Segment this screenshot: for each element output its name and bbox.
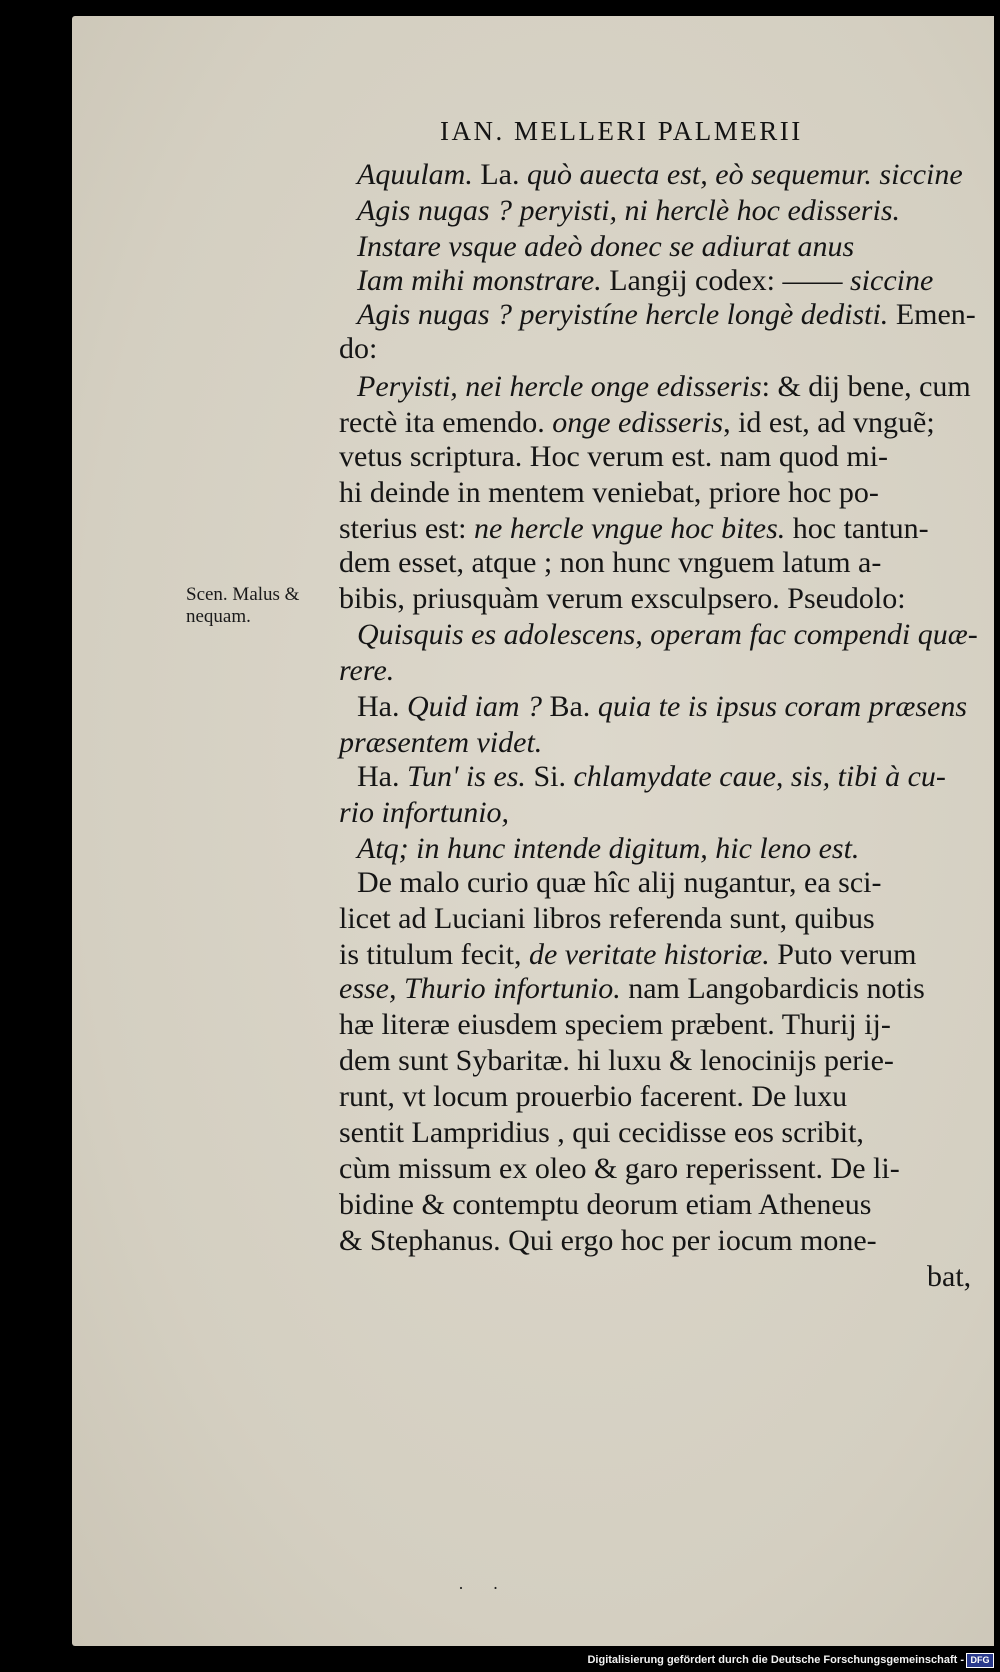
text-segment: Iam mihi monstrare.	[357, 264, 610, 297]
text-segment: hæ literæ eiusdem speciem præbent. Thurij ij-	[339, 1008, 891, 1041]
text-line	[339, 940, 916, 970]
text-line	[339, 656, 394, 686]
text-segment: cùm missum ex oleo & garo reperissent. De li-	[339, 1152, 900, 1185]
text-line	[357, 834, 859, 864]
text-segment: Quid iam ?	[406, 690, 550, 723]
text-line	[339, 904, 875, 934]
text-line	[339, 1046, 894, 1076]
text-segment: & Stephanus. Qui ergo hoc per iocum mone-	[339, 1224, 877, 1257]
text-segment: bibis, priusquàm verum exsculpsero. Pseudolo:	[339, 582, 906, 615]
margin-note-line-1: Scen. Malus &	[186, 584, 300, 605]
text-line	[339, 728, 542, 758]
text-line	[927, 1262, 971, 1292]
text-line	[339, 1010, 891, 1040]
text-line	[339, 974, 925, 1004]
text-segment: onge edisseris	[552, 406, 724, 439]
text-segment: hi deinde in mentem veniebat, priore hoc po-	[339, 476, 879, 509]
text-segment: licet ad Luciani libros referenda sunt, quibus	[339, 902, 875, 935]
text-line	[339, 1226, 877, 1256]
text-segment: ne hercle vngue hoc bites.	[474, 512, 786, 545]
margin-note-line-2: nequam.	[186, 606, 251, 627]
text-line	[339, 1190, 871, 1220]
text-segment: rere.	[339, 654, 395, 687]
text-line	[339, 1118, 864, 1148]
text-segment: is titulum fecit,	[339, 938, 529, 971]
text-line	[339, 1154, 900, 1184]
text-line	[357, 266, 933, 296]
text-segment: hoc tantun-	[785, 512, 929, 545]
text-line	[357, 372, 971, 402]
text-segment: præsentem videt.	[339, 726, 543, 759]
text-segment: esse, Thurio infortunio.	[339, 972, 621, 1005]
text-line	[339, 408, 935, 438]
text-segment: De malo curio quæ hîc alij nugantur, ea sci-	[357, 866, 882, 899]
text-segment: Si.	[533, 760, 574, 793]
text-segment: Emen-	[895, 298, 976, 331]
text-segment: La.	[480, 158, 527, 191]
text-segment: Quisquis es adolescens, operam fac compendi quæ-	[357, 618, 978, 651]
text-segment: quia te is ipsus coram præsens	[597, 690, 967, 723]
running-header: IAN. MELLERI PALMERII	[440, 116, 803, 146]
text-segment: sterius est:	[339, 512, 474, 545]
text-segment: runt, vt locum prouerbio facerent. De luxu	[339, 1080, 848, 1113]
text-segment: Peryisti, nei hercle onge edisseris	[357, 370, 762, 403]
dfg-logo-icon: DFG	[966, 1653, 994, 1668]
text-segment: bat,	[927, 1260, 972, 1293]
text-line	[339, 478, 879, 508]
text-line	[339, 798, 509, 828]
text-line	[357, 160, 963, 190]
text-segment: Langij codex: ——	[609, 264, 850, 297]
text-segment: : & dij bene, cum	[761, 370, 971, 403]
text-line	[357, 762, 946, 792]
text-segment: de veritate historiæ.	[528, 938, 770, 971]
text-segment: Ha.	[357, 690, 407, 723]
text-segment: rectè ita emendo.	[339, 406, 553, 439]
text-segment: nam Langobardicis notis	[620, 972, 925, 1005]
text-line	[357, 620, 978, 650]
funding-notice: Digitalisierung gefördert durch die Deutsche Forschungsgemeinschaft -	[587, 1654, 964, 1666]
text-segment: , id est, ad vnguẽ;	[723, 406, 935, 439]
text-segment: chlamydate caue, sis, tibi à cu-	[573, 760, 946, 793]
text-segment: dem sunt Sybaritæ. hi luxu & lenocinijs perie-	[339, 1044, 894, 1077]
text-segment: dem esset, atque ; non hunc vnguem latum a-	[339, 546, 882, 579]
text-segment: rio infortunio,	[339, 796, 510, 829]
text-segment: Puto verum	[769, 938, 917, 971]
text-segment: Agis nugas ? peryisti, ni herclè hoc edisseris.	[357, 194, 900, 227]
text-segment: Ha.	[357, 760, 407, 793]
text-line	[357, 692, 967, 722]
text-line	[357, 868, 881, 898]
text-segment: Agis nugas ? peryistíne hercle longè dedisti.	[357, 298, 896, 331]
text-segment: bidine & contemptu deorum etiam Atheneus	[339, 1188, 872, 1221]
text-line	[339, 1082, 847, 1112]
text-segment: Atq; in hunc intende digitum, hic leno est.	[357, 832, 860, 865]
text-line	[339, 584, 906, 614]
text-line	[357, 232, 854, 262]
text-segment: sentit Lampridius , qui cecidisse eos scribit,	[339, 1116, 864, 1149]
text-segment: Instare vsque adeò donec se adiurat anus	[357, 230, 855, 263]
text-line	[339, 548, 881, 578]
text-line	[357, 196, 900, 226]
text-line	[339, 442, 888, 472]
text-segment: do:	[339, 332, 378, 365]
text-line	[357, 300, 976, 330]
text-line	[339, 334, 377, 364]
text-segment: Ba.	[549, 690, 598, 723]
text-line	[339, 514, 929, 544]
page-mark: · ·	[458, 1578, 511, 1598]
text-segment: quò auecta est, eò sequemur. siccine	[526, 158, 963, 191]
text-segment: vetus scriptura. Hoc verum est. nam quod mi-	[339, 440, 889, 473]
text-segment: Tun' is es.	[406, 760, 534, 793]
text-segment: siccine	[850, 264, 934, 297]
text-segment: Aquulam.	[357, 158, 481, 191]
